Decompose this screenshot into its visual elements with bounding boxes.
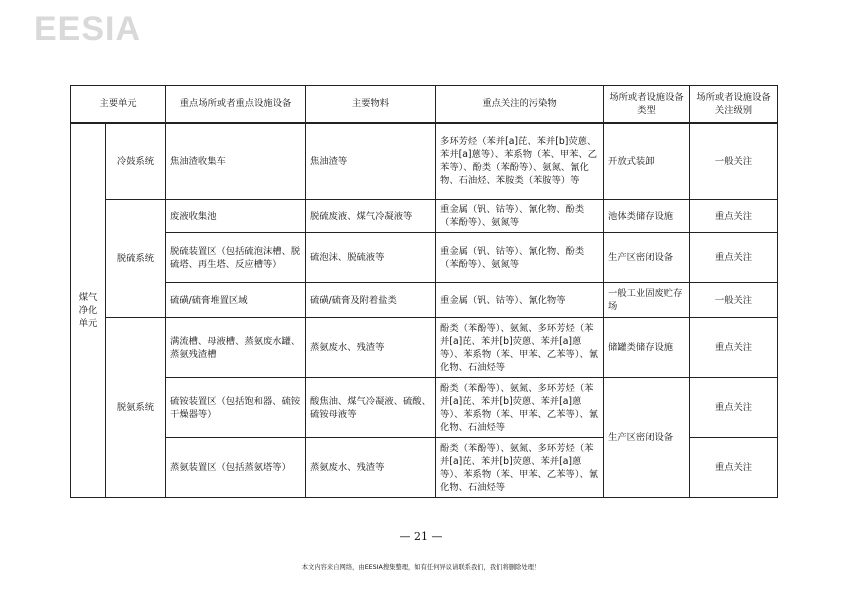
table-row <box>71 283 778 318</box>
level-cell: 一般关注 <box>690 283 778 318</box>
type-cell: 生产区密闭设备 <box>604 378 690 498</box>
header-key-place: 重点场所或者重点设施设备 <box>166 86 306 123</box>
place-cell: 焦油渣收集车 <box>166 123 306 200</box>
unit-cell: 煤气净化单元 <box>71 123 106 498</box>
eesia-logo: EESIA <box>34 10 142 48</box>
place-cell: 蒸氨装置区（包括蒸氨塔等） <box>166 438 306 498</box>
table-header-row <box>71 86 778 123</box>
system-cell: 脱硫系统 <box>106 200 166 318</box>
level-cell: 重点关注 <box>690 233 778 283</box>
type-cell: 一般工业固废贮存场 <box>604 283 690 318</box>
type-cell: 池体类储存设施 <box>604 200 690 233</box>
level-cell: 重点关注 <box>690 438 778 498</box>
place-cell: 硫磺/硫膏堆置区域 <box>166 283 306 318</box>
material-cell: 硫磺/硫膏及附着盐类 <box>306 283 436 318</box>
material-cell: 硫泡沫、脱硫液等 <box>306 233 436 283</box>
pollutant-cell: 重金属（钒、钴等）、氰化物、酚类（苯酚等）、氨氮等 <box>436 233 604 283</box>
table-row <box>71 318 778 378</box>
header-main-unit: 主要单元 <box>71 86 166 123</box>
table-row <box>71 200 778 233</box>
level-cell: 重点关注 <box>690 200 778 233</box>
material-cell: 蒸氨废水、残渣等 <box>306 438 436 498</box>
material-cell: 焦油渣等 <box>306 123 436 200</box>
pollutant-cell: 酚类（苯酚等）、氨氮、多环芳烃（苯并[a]芘、苯并[b]荧蒽、苯并[a]蒽等）、苯系物（苯、甲苯、乙苯等）、氰化物、石油烃等 <box>436 378 604 438</box>
header-main-material: 主要物料 <box>306 86 436 123</box>
material-cell: 酸焦油、煤气冷凝液、硫酸、硫铵母液等 <box>306 378 436 438</box>
pollutant-cell: 重金属（钒、钴等）、氰化物等 <box>436 283 604 318</box>
level-cell: 重点关注 <box>690 378 778 438</box>
type-cell: 生产区密闭设备 <box>604 233 690 283</box>
type-cell: 储罐类储存设施 <box>604 318 690 378</box>
page-number: — 21 — <box>399 530 443 543</box>
place-cell: 硫铵装置区（包括饱和器、硫铵干燥器等） <box>166 378 306 438</box>
place-cell: 满流槽、母液槽、蒸氨废水罐、蒸氨残渣槽 <box>166 318 306 378</box>
pollution-focus-table <box>70 85 778 498</box>
header-place-type: 场所或者设施设备类型 <box>604 86 690 123</box>
pollutant-cell: 重金属（钒、钴等）、氰化物、酚类（苯酚等）、氨氮等 <box>436 200 604 233</box>
pollutant-cell: 酚类（苯酚等）、氨氮、多环芳烃（苯并[a]芘、苯并[b]荧蒽、苯并[a]蒽等）、苯系物（苯、甲苯、乙苯等）、氰化物、石油烃等 <box>436 318 604 378</box>
type-cell: 开放式装卸 <box>604 123 690 200</box>
header-focus-level: 场所或者设施设备关注级别 <box>690 86 778 123</box>
pollutant-cell: 多环芳烃（苯并[a]芘、苯并[b]荧蒽、苯并[a]蒽等）、苯系物（苯、甲苯、乙苯等）、酚类（苯酚等）、氨氮、氰化物、石油烃、苯胺类（苯胺等）等 <box>436 123 604 200</box>
table-row <box>71 233 778 283</box>
material-cell: 脱硫废液、煤气冷凝液等 <box>306 200 436 233</box>
footer-note: 本文内容来自网络，由EESIA搜集整理，如有任何异议请联系我们，我们将删除处理！ <box>301 564 541 571</box>
system-cell: 冷鼓系统 <box>106 123 166 200</box>
pollutant-cell: 酚类（苯酚等）、氨氮、多环芳烃（苯并[a]芘、苯并[b]荧蒽、苯并[a]蒽等）、苯系物（苯、甲苯、乙苯等）、氰化物、石油烃等 <box>436 438 604 498</box>
system-cell: 脱氨系统 <box>106 318 166 498</box>
header-key-pollutant: 重点关注的污染物 <box>436 86 604 123</box>
place-cell: 脱硫装置区（包括硫泡沫槽、脱硫塔、再生塔、反应槽等） <box>166 233 306 283</box>
table-row <box>71 123 778 200</box>
material-cell: 蒸氨废水、残渣等 <box>306 318 436 378</box>
level-cell: 一般关注 <box>690 123 778 200</box>
place-cell: 废液收集池 <box>166 200 306 233</box>
level-cell: 重点关注 <box>690 318 778 378</box>
table-row <box>71 378 778 438</box>
